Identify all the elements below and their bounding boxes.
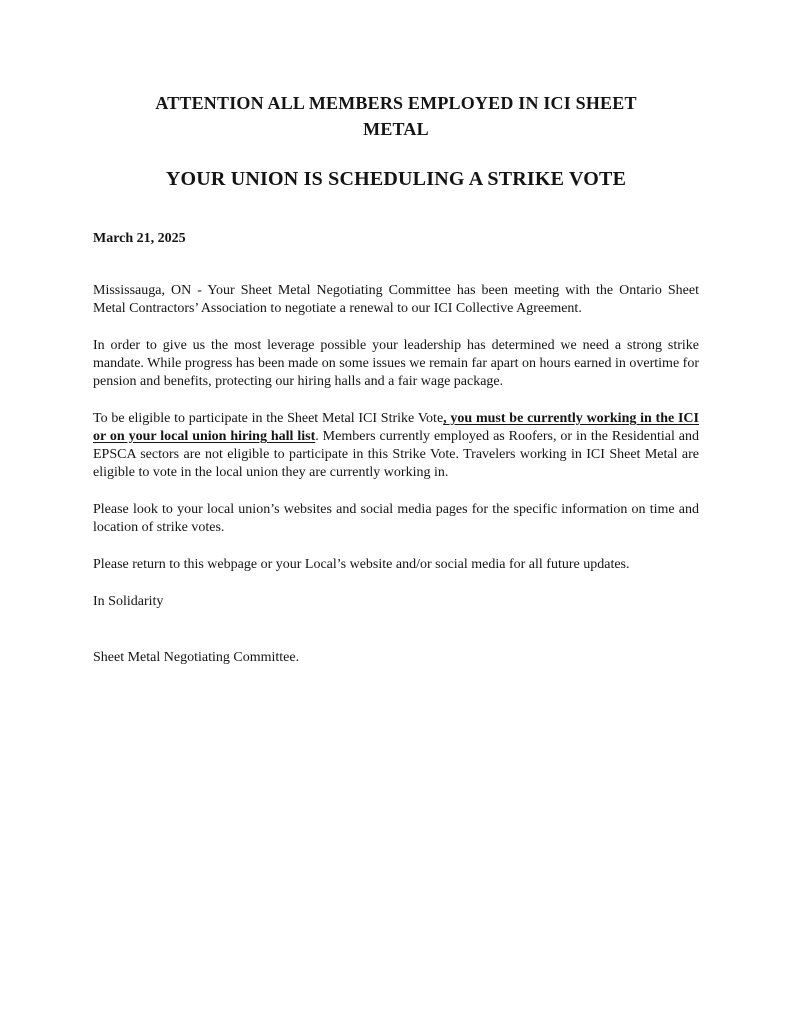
- signature-line: Sheet Metal Negotiating Committee.: [93, 650, 300, 665]
- eligibility-text-post: . Members currently employed as Roofers, or in the Residential and EPSCA sectors are not eligible to participate in this Strike Vote. Travelers working in ICI Sheet Metal are eligible to vote in the local union they are currently working in.: [93, 429, 699, 480]
- paragraph-leverage: In order to give us the most leverage possible your leadership has determined we need a strong strike mandate. While progress has been made on some issues we remain far apart on hours earned in overtime for pension and benefits, protecting our hiring halls and a fair wage package.: [93, 338, 699, 389]
- document-date: March 21, 2025: [93, 231, 186, 246]
- paragraph-updates: Please return to this webpage or your Local’s website and/or social media for all future updates.: [93, 557, 630, 572]
- document-heading-secondary: YOUR UNION IS SCHEDULING A STRIKE VOTE: [165, 168, 627, 190]
- paragraph-intro: Mississauga, ON - Your Sheet Metal Negotiating Committee has been meeting with the Ontario Sheet Metal Contractors’ Association to negotiate a renewal to our ICI Collective Agreement.: [93, 283, 699, 316]
- paragraph-eligibility: [93, 410, 699, 482]
- document-heading-primary: ATTENTION ALL MEMBERS EMPLOYED IN ICI SHEET METAL: [155, 93, 637, 139]
- eligibility-text-pre: To be eligible to participate in the Sheet Metal ICI Strike Vote: [93, 411, 444, 426]
- eligibility-emphasis: , you must be currently working in the ICI or on your local union hiring hall list: [93, 411, 699, 444]
- closing-salutation: In Solidarity: [93, 594, 164, 609]
- paragraph-local-info: Please look to your local union’s websites and social media pages for the specific information on time and location of strike votes.: [93, 502, 699, 535]
